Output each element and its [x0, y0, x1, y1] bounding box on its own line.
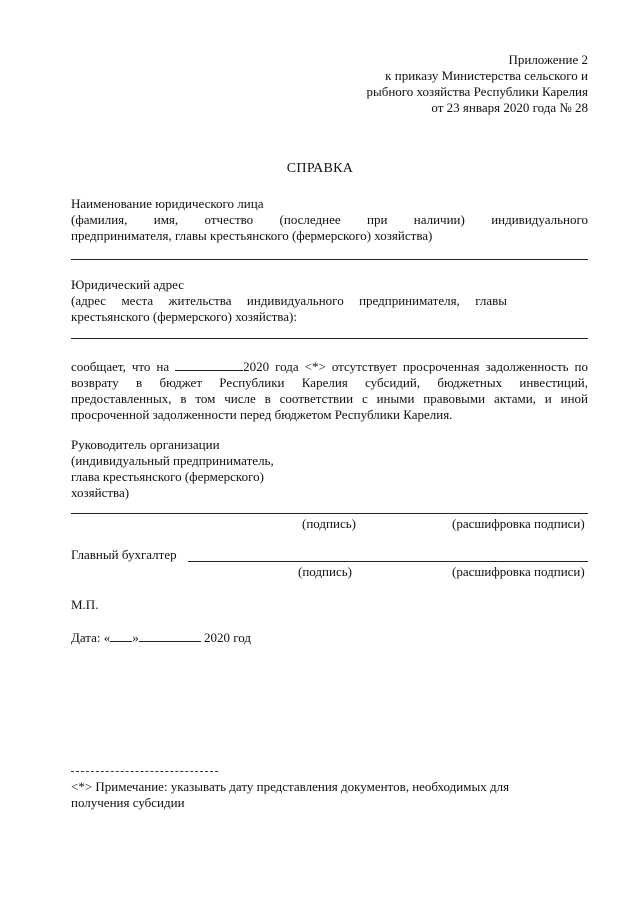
date-suffix: 2020 год: [200, 630, 252, 645]
address-fill-line[interactable]: [71, 338, 588, 339]
appendix-line-1: Приложение 2: [508, 52, 588, 67]
address-hint-line-2: крестьянского (фермерского) хозяйства):: [71, 309, 297, 324]
accountant-signature-line[interactable]: [188, 561, 588, 562]
date-month-blank[interactable]: [139, 628, 201, 642]
footnote-line-2: получения субсидии: [71, 795, 185, 810]
address-section: [71, 277, 588, 325]
accountant-signature-caption: (подпись): [298, 564, 352, 579]
head-section: [71, 437, 588, 501]
date-middle: »: [132, 630, 139, 645]
address-hint-line-1: (адрес места жительства индивидуального предпринимателя, главы: [71, 293, 507, 308]
statement-line-2: возврату в бюджет Республики Карелия субсидий, бюджетных инвестиций,: [71, 375, 588, 390]
statement-date-blank[interactable]: [175, 357, 243, 371]
stamp-place: М.П.: [71, 597, 99, 612]
appendix-header: [288, 52, 588, 116]
entity-label: Наименование юридического лица: [71, 196, 264, 211]
head-line-2: (индивидуальный предприниматель,: [71, 453, 274, 468]
statement-paragraph: [71, 357, 588, 423]
appendix-line-4: от 23 января 2020 года № 28: [431, 100, 588, 115]
statement-line-1: [71, 357, 588, 375]
appendix-line-2: к приказу Министерства сельского и: [385, 68, 588, 83]
entity-hint-line-2: предпринимателя, главы крестьянского (фермерского) хозяйства): [71, 228, 433, 243]
date-line: [71, 628, 251, 646]
head-line-1: Руководитель организации: [71, 437, 220, 452]
accountant-label: Главный бухгалтер: [71, 547, 177, 562]
head-line-4: хозяйства): [71, 485, 130, 500]
head-signature-line[interactable]: [71, 513, 588, 514]
footnote-line-1: <*> Примечание: указывать дату представления документов, необходимых для: [71, 779, 510, 794]
head-line-3: глава крестьянского (фермерского): [71, 469, 264, 484]
statement-suffix: 2020 года <*> отсутствует просроченная задолженность по: [243, 359, 589, 374]
document-title: СПРАВКА: [286, 161, 354, 176]
statement-line-3: предоставленных, в том числе в соответствии с иными правовыми актами, и иной: [71, 391, 588, 406]
head-decoding-caption: (расшифровка подписи): [452, 516, 585, 531]
statement-line-4: просроченной задолженности перед бюджетом Республики Карелия.: [71, 407, 453, 422]
statement-prefix: сообщает, что на: [71, 359, 170, 374]
date-day-blank[interactable]: [110, 628, 132, 642]
entity-hint-line-1: (фамилия, имя, отчество (последнее при наличии) индивидуального: [71, 212, 588, 227]
footnote: [71, 779, 591, 811]
appendix-line-3: рыбного хозяйства Республики Карелия: [366, 84, 588, 99]
address-label: Юридический адрес: [71, 277, 185, 292]
date-prefix: Дата: «: [71, 630, 111, 645]
accountant-decoding-caption: (расшифровка подписи): [452, 564, 585, 579]
head-signature-caption: (подпись): [302, 516, 356, 531]
entity-section: [71, 196, 588, 244]
entity-fill-line[interactable]: [71, 259, 588, 260]
footnote-separator: [71, 771, 218, 772]
